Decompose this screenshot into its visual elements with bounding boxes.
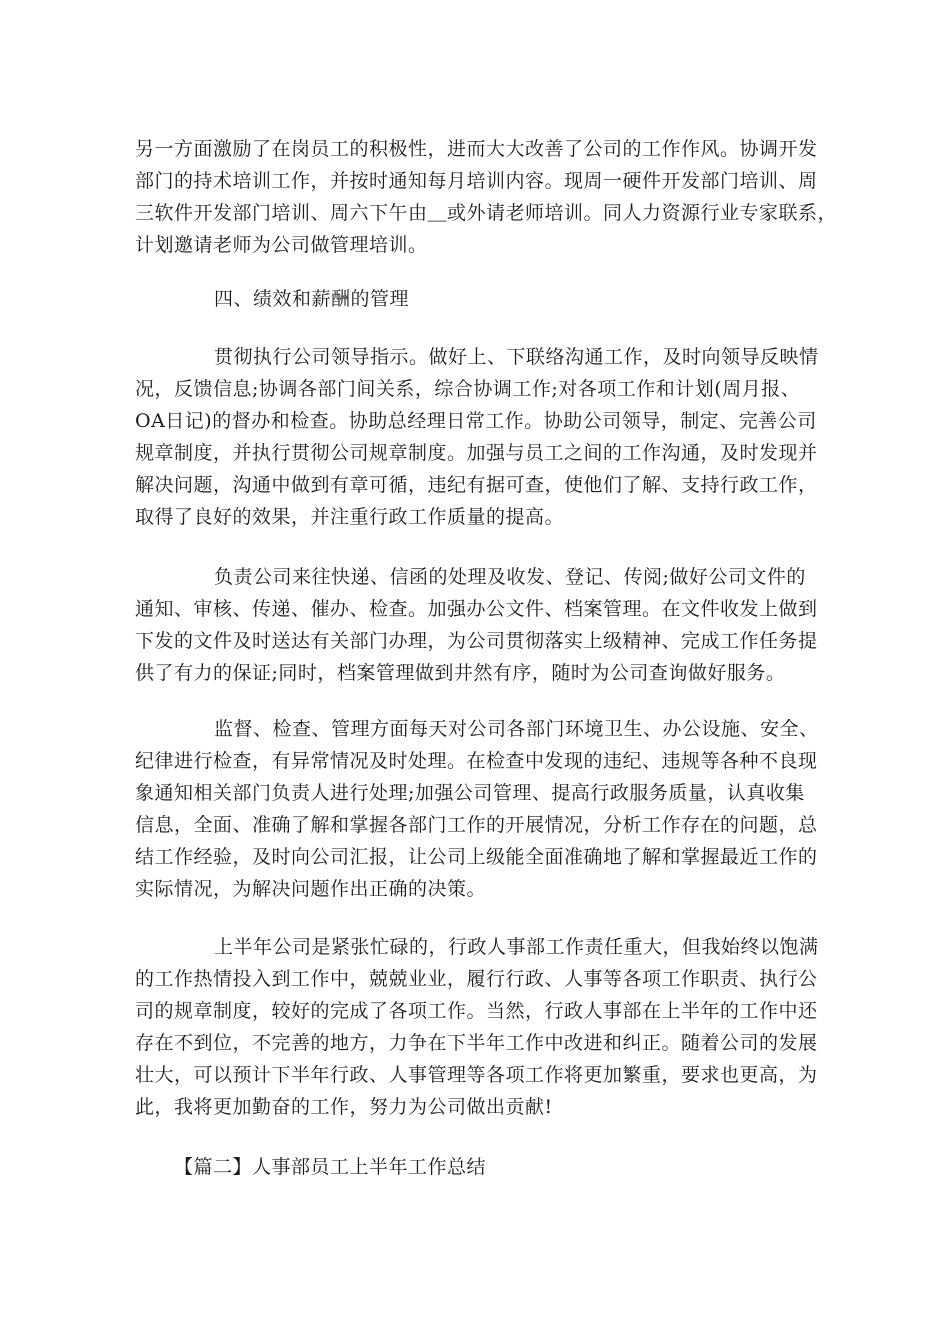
paragraph-line: 此，我将更加勤奋的工作，努力为公司做出贡献! (135, 1096, 553, 1118)
paragraph-line: 壮大，可以预计下半年行政、人事管理等各项工作将更加繁重，要求也更高，为 (135, 1064, 818, 1086)
paragraph-line: 上半年公司是紧张忙碌的，行政人事部工作责任重大，但我始终以饱满 (214, 936, 819, 958)
paragraph-line: 监督、检查、管理方面每天对公司各部门环境卫生、办公设施、安全、 (214, 718, 819, 740)
section-heading: 四、绩效和薪酬的管理 (214, 288, 410, 310)
paragraph-line: 取得了良好的效果，并注重行政工作质量的提高。 (135, 506, 565, 528)
section-title: 【篇二】人事部员工上半年工作总结 (174, 1156, 487, 1178)
paragraph-line: 计划邀请老师为公司做管理培训。 (135, 234, 428, 256)
paragraph-line: 象通知相关部门负责人进行处理;加强公司管理、提高行政服务质量，认真收集 (135, 782, 805, 804)
paragraph-line: 贯彻执行公司领导指示。做好上、下联络沟通工作，及时向领导反映情 (214, 346, 819, 368)
paragraph-line: 况，反馈信息;协调各部门间关系，综合协调工作;对各项工作和计划(周月报、 (135, 378, 801, 400)
paragraph-line: 信息，全面、准确了解和掌握各部门工作的开展情况，分析工作存在的问题，总 (135, 814, 818, 836)
paragraph-line: 负责公司来往快递、信函的处理及收发、登记、传阅;做好公司文件的 (214, 566, 806, 588)
paragraph-line: 通知、审核、传递、催办、检查。加强办公文件、档案管理。在文件收发上做到 (135, 598, 818, 620)
paragraph-line: 司的规章制度，较好的完成了各项工作。当然，行政人事部在上半年的工作中还 (135, 1000, 818, 1022)
paragraph-line: 解决问题，沟通中做到有章可循，违纪有据可查，使他们了解、支持行政工作， (135, 474, 818, 496)
paragraph-line: OA日记)的督办和检查。协助总经理日常工作。协助公司领导，制定、完善公司 (135, 410, 817, 432)
paragraph-line: 的工作热情投入到工作中，兢兢业业，履行行政、人事等各项工作职责、执行公 (135, 968, 818, 990)
paragraph-line: 纪律进行检查，有异常情况及时处理。在检查中发现的违纪、违规等各种不良现 (135, 750, 818, 772)
paragraph-line: 结工作经验，及时向公司汇报，让公司上级能全面准确地了解和掌握最近工作的 (135, 846, 818, 868)
paragraph-line: 存在不到位，不完善的地方，力争在下半年工作中改进和纠正。随着公司的发展 (135, 1032, 818, 1054)
paragraph-line: 规章制度，并执行贯彻公司规章制度。加强与员工之间的工作沟通，及时发现并 (135, 442, 818, 464)
paragraph-line: 实际情况，为解决问题作出正确的决策。 (135, 878, 487, 900)
paragraph-line: 三软件开发部门培训、周六下午由＿或外请老师培训。同人力资源行业专家联系， (135, 202, 838, 224)
paragraph-line: 下发的文件及时送达有关部门办理，为公司贯彻落实上级精神、完成工作任务提 (135, 630, 818, 652)
paragraph-line: 供了有力的保证;同时，档案管理做到井然有序，随时为公司查询做好服务。 (135, 662, 786, 684)
paragraph-line: 部门的持术培训工作，并按时通知每月培训内容。现周一硬件开发部门培训、周 (135, 170, 818, 192)
paragraph-line: 另一方面激励了在岗员工的积极性，进而大大改善了公司的工作作风。协调开发 (135, 138, 818, 160)
